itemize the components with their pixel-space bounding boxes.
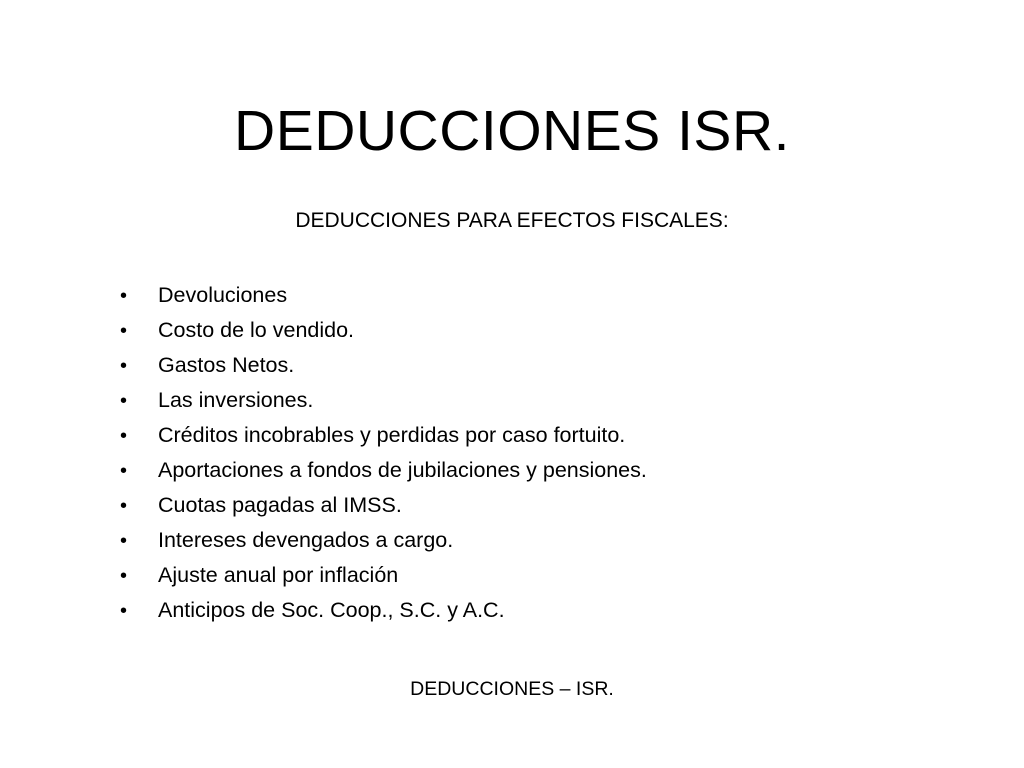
bullet-item bbox=[120, 488, 940, 523]
slide-title: DEDUCCIONES ISR. bbox=[234, 99, 790, 163]
bullet-text: Las inversiones. bbox=[158, 388, 314, 412]
bullet-icon: • bbox=[120, 530, 128, 552]
bullet-text: Devoluciones bbox=[158, 283, 288, 307]
bullet-text: Costo de lo vendido. bbox=[158, 318, 355, 342]
bullet-item bbox=[120, 418, 940, 453]
bullet-text: Créditos incobrables y perdidas por caso fortuito. bbox=[158, 423, 626, 447]
bullet-text: Ajuste anual por inflación bbox=[158, 563, 399, 587]
bullet-icon: • bbox=[120, 495, 128, 517]
bullet-text: Aportaciones a fondos de jubilaciones y pensiones. bbox=[158, 458, 647, 482]
bullet-item bbox=[120, 383, 940, 418]
bullet-item bbox=[120, 523, 940, 558]
bullet-text: Anticipos de Soc. Coop., S.C. y A.C. bbox=[158, 598, 505, 622]
bullet-text: Cuotas pagadas al IMSS. bbox=[158, 493, 402, 517]
slide-subtitle: DEDUCCIONES PARA EFECTOS FISCALES: bbox=[295, 209, 729, 232]
bullet-list bbox=[120, 278, 940, 628]
bullet-icon: • bbox=[120, 390, 128, 412]
bullet-icon: • bbox=[120, 285, 128, 307]
bullet-icon: • bbox=[120, 600, 128, 622]
bullet-text: Intereses devengados a cargo. bbox=[158, 528, 454, 552]
bullet-text: Gastos Netos. bbox=[158, 353, 295, 377]
bullet-item bbox=[120, 348, 940, 383]
bullet-item bbox=[120, 313, 940, 348]
bullet-item bbox=[120, 453, 940, 488]
bullet-icon: • bbox=[120, 425, 128, 447]
bullet-icon: • bbox=[120, 460, 128, 482]
bullet-item bbox=[120, 558, 940, 593]
bullet-item bbox=[120, 593, 940, 628]
bullet-icon: • bbox=[120, 355, 128, 377]
bullet-item bbox=[120, 278, 940, 313]
slide-footer: DEDUCCIONES – ISR. bbox=[410, 678, 614, 700]
bullet-icon: • bbox=[120, 320, 128, 342]
bullet-icon: • bbox=[120, 565, 128, 587]
